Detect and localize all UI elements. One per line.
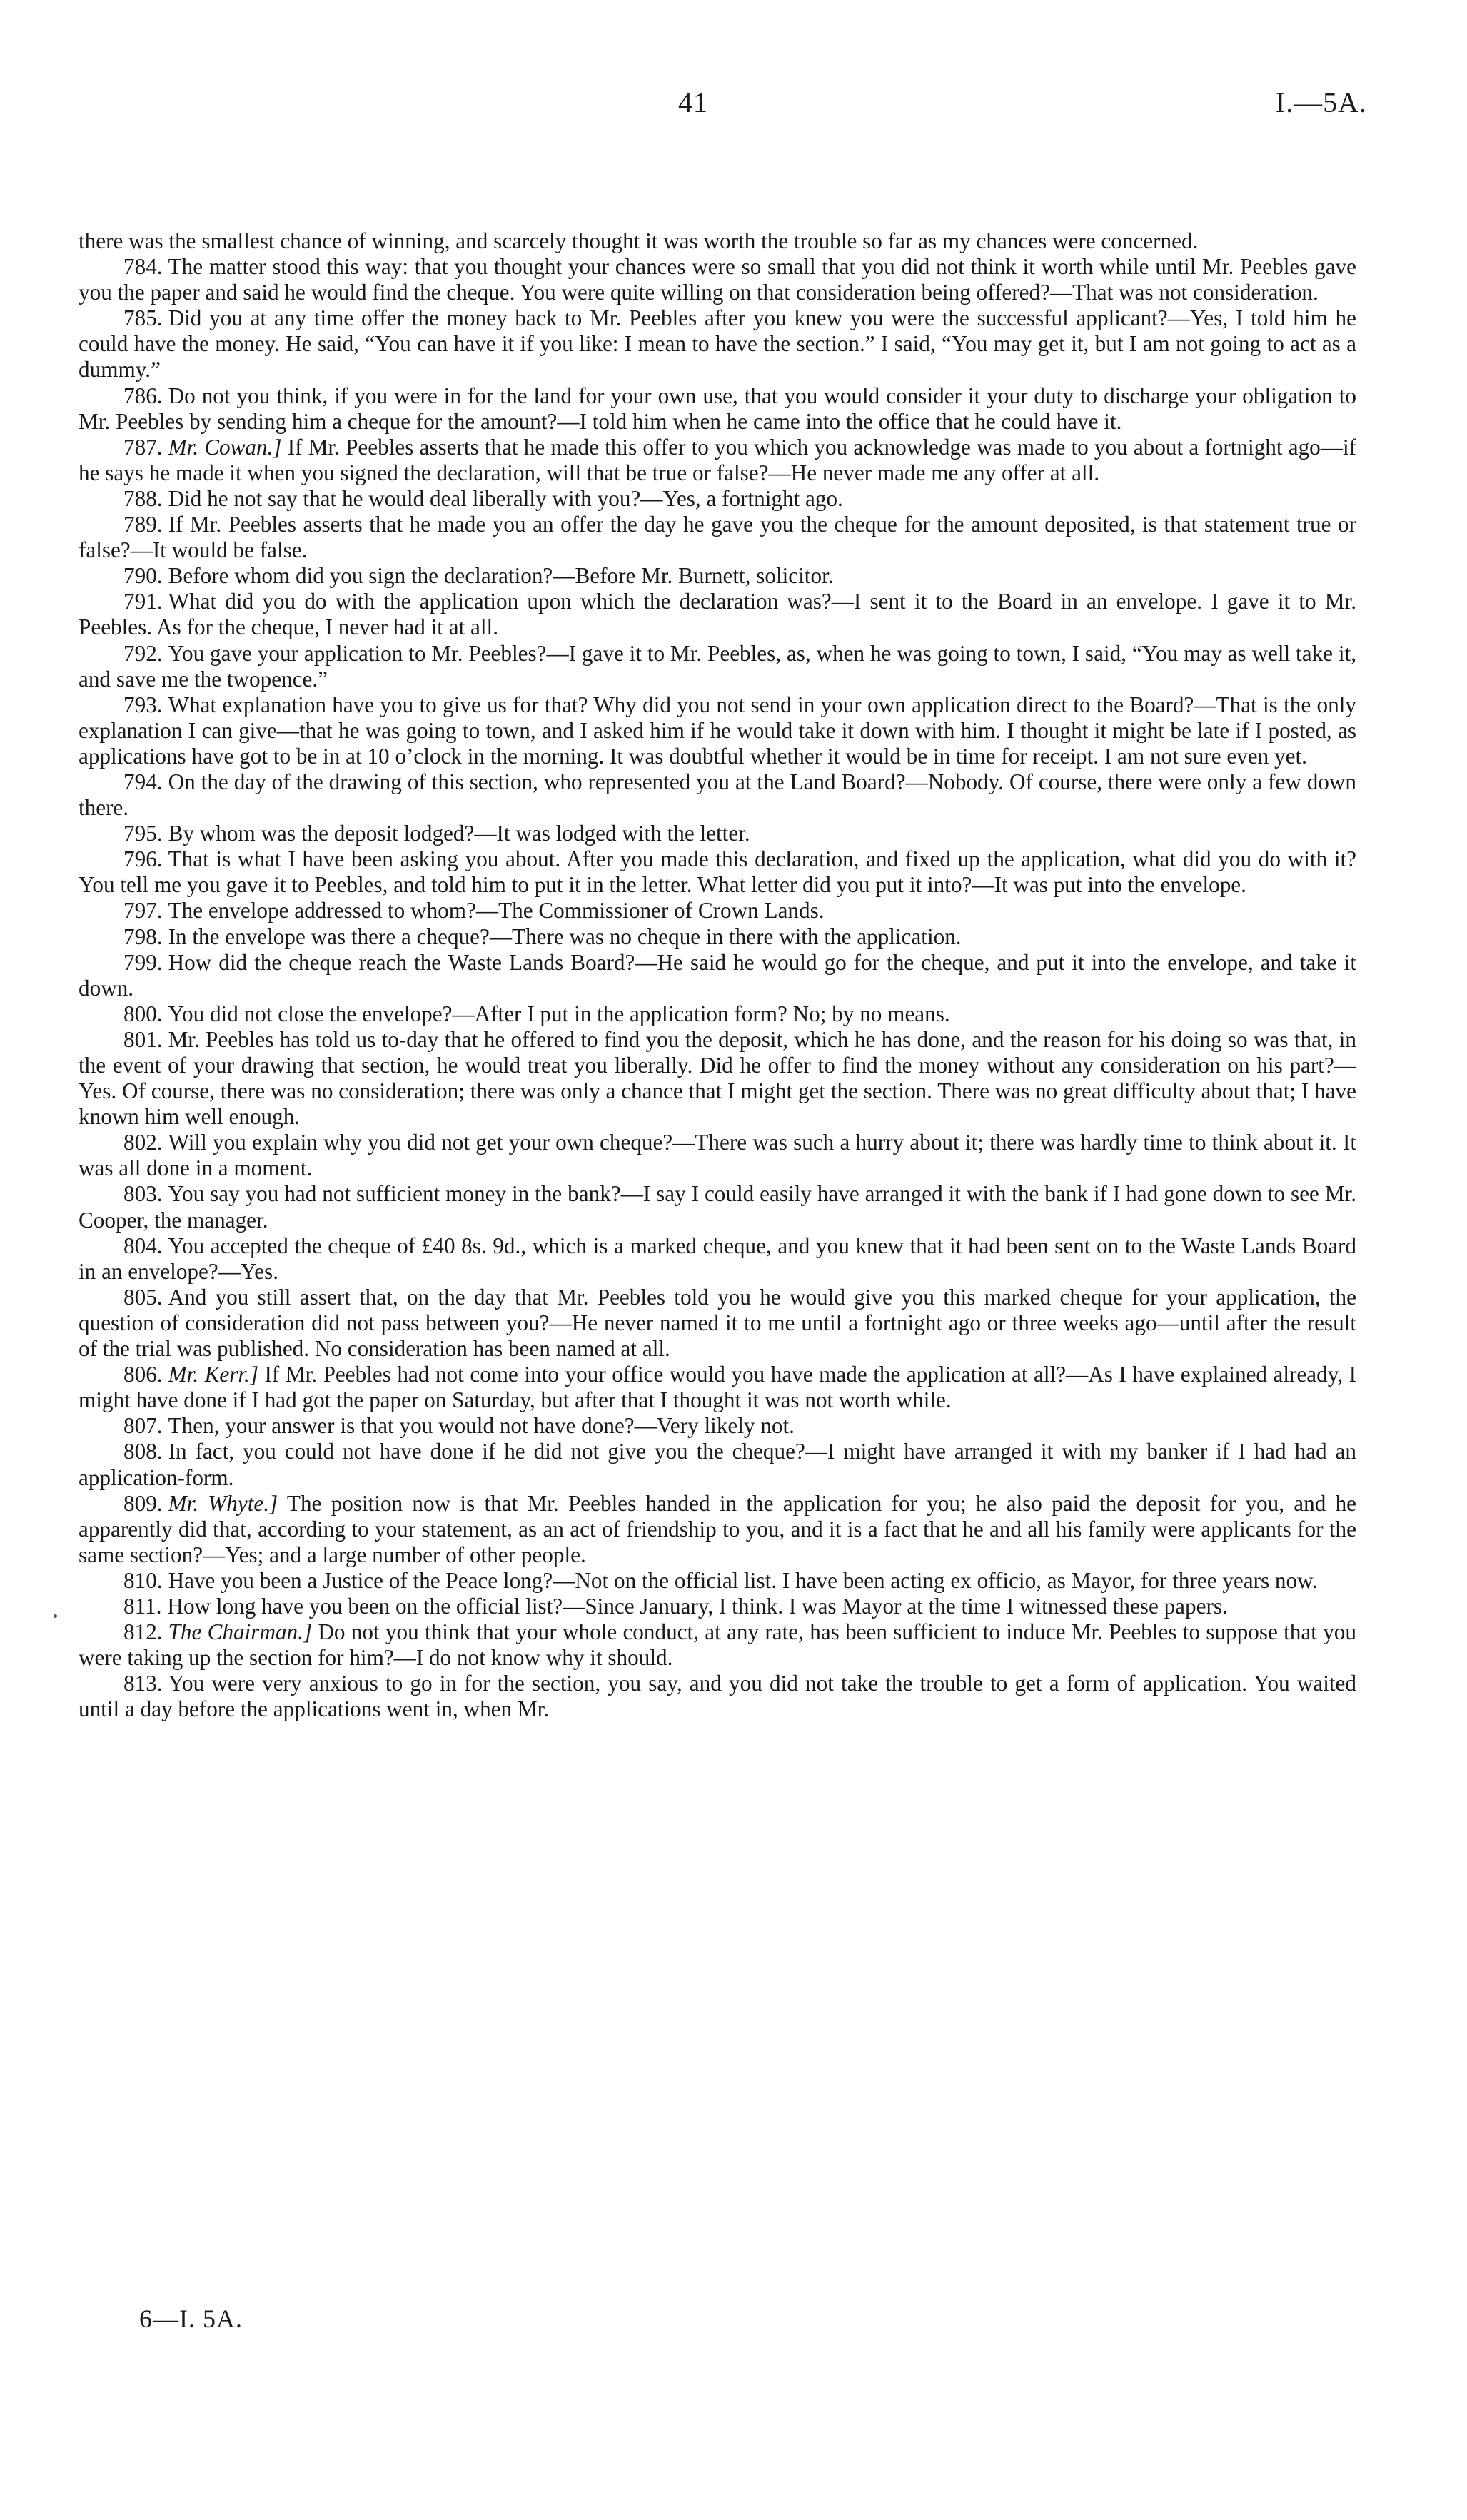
question-number: 793. — [123, 692, 163, 717]
question-paragraph — [79, 512, 1356, 563]
paragraph-text: What explanation have you to give us for that? Why did you not send in your own application direct to the Board?—That is the only explanation I can give—that he was going to town, and I asked him if he would take it down with him. I thought it might be late if I posted, as applications have got to be in at 10 o’clock in the morning. It was doubtful whether it would be in time for receipt. I am not sure even yet. — [79, 692, 1356, 769]
paragraph-text: How did the cheque reach the Waste Lands Board?—He said he would go for the cheque, and put it into the envelope, and take it down. — [79, 949, 1356, 1001]
paragraph-text: And you still assert that, on the day that Mr. Peebles told you he would give you this marked cheque for your application, the question of consideration did not pass between you?—He never named it to me until a fortnight ago or three weeks ago—until after the result of the trial was published. No consideration has been named at all. — [79, 1284, 1356, 1362]
document-page — [79, 86, 1367, 1722]
paragraph-text: What did you do with the application upon which the declaration was?—I sent it to the Board in an envelope. I gave it to Mr. Peebles. As for the cheque, I never had it at all. — [79, 589, 1356, 640]
question-paragraph — [79, 898, 1356, 924]
question-number: 811. — [123, 1593, 162, 1619]
paragraph-text: If Mr. Peebles asserts that he made you an offer the day he gave you the cheque for the amount deposited, is that statement true or false?—It would be false. — [79, 512, 1356, 563]
paragraph-text: How long have you been on the official list?—Since January, I think. I was Mayor at the time I witnessed these papers. — [167, 1593, 1228, 1619]
paragraph-text: Before whom did you sign the declaration?—Before Mr. Burnett, solicitor. — [168, 563, 834, 589]
question-paragraph — [79, 641, 1356, 692]
paragraph-text: Will you explain why you did not get your own cheque?—There was such a hurry about it; there was hardly time to think about it. It was all done in a moment. — [79, 1130, 1356, 1181]
paragraph-text: The envelope addressed to whom?—The Commissioner of Crown Lands. — [168, 898, 825, 924]
question-number: 791. — [123, 589, 163, 614]
paragraph-text: The matter stood this way: that you thought your chances were so small that you did not think it worth while until Mr. Peebles gave you the paper and said he would find the cheque. You were quite willing on that consideration being offered?—That was not consideration. — [79, 254, 1356, 305]
paragraph-text: You say you had not sufficient money in the bank?—I say I could easily have arranged it with the bank if I had gone down to see Mr. Cooper, the manager. — [79, 1181, 1356, 1233]
speaker-label: Mr. Whyte.] — [168, 1490, 278, 1516]
paragraph-text: Do not you think, if you were in for the land for your own use, that you would consider it your duty to discharge your obligation to Mr. Peebles by sending him a cheque for the amount?—I told him when he came into the office that he could have it. — [79, 383, 1356, 434]
question-paragraph — [79, 924, 1356, 950]
question-paragraph — [79, 692, 1356, 769]
question-number: 805. — [123, 1284, 163, 1310]
question-paragraph — [79, 1568, 1356, 1594]
document-reference: I.—5A. — [1275, 86, 1367, 118]
question-paragraph — [79, 1619, 1356, 1671]
question-number: 786. — [123, 383, 163, 408]
question-number: 785. — [123, 305, 163, 331]
page-number: 41 — [678, 86, 708, 118]
paragraph-text: Did you at any time offer the money back to Mr. Peebles after you knew you were the successful applicant?—Yes, I told him he could have the money. He said, “You can have it if you like: I mean to have the section.” I said, “You may get it, but I am not going to act as a dummy.” — [79, 305, 1356, 383]
question-paragraph — [79, 1594, 1356, 1619]
paragraph-text: Have you been a Justice of the Peace long?—Not on the official list. I have been acting ex officio, as Mayor, for three years now. — [168, 1567, 1318, 1593]
question-paragraph — [79, 1130, 1356, 1181]
paragraph-text: In fact, you could not have done if he did not give you the cheque?—I might have arranged it with my banker if I had had an application-form. — [79, 1439, 1356, 1490]
paragraph-text: You accepted the cheque of £40 8s. 9d., which is a marked cheque, and you knew that it had been sent on to the Waste Lands Board in an envelope?—Yes. — [79, 1233, 1356, 1284]
continued-paragraph — [79, 228, 1356, 254]
question-paragraph — [79, 1027, 1356, 1130]
paragraph-text: You did not close the envelope?—After I put in the application form? No; by no means. — [168, 1001, 950, 1026]
speaker-label: Mr. Kerr.] — [168, 1362, 258, 1387]
question-number: 802. — [123, 1130, 163, 1155]
paragraph-text: Mr. Peebles has told us to-day that he offered to find you the deposit, which he has done, and the reason for his doing so was that, in the event of your drawing that section, he would treat you liberally. Did he offer to find the money without any consideration on his part?—Yes. Of course, there was no consideration; there was only a chance that I might get the section. There was no great difficulty about that; I have known him well enough. — [79, 1026, 1356, 1130]
question-paragraph — [79, 254, 1356, 305]
question-paragraph — [79, 589, 1356, 640]
question-paragraph — [79, 846, 1356, 898]
margin-mark — [54, 1614, 57, 1618]
paragraph-text: By whom was the deposit lodged?—It was lodged with the letter. — [168, 821, 750, 846]
question-paragraph — [79, 1233, 1356, 1285]
question-number: 787. — [123, 434, 163, 460]
paragraph-text: On the day of the drawing of this section, who represented you at the Land Board?—Nobody. Of course, there were only a few down there. — [79, 769, 1356, 821]
paragraph-text: The position now is that Mr. Peebles handed in the application for you; he also paid the deposit for you, and he apparently did that, according to your statement, as an act of friendship to you, and it is a fact that he and all his family were applicants for the same section?—Yes; and a large number of other people. — [79, 1490, 1357, 1567]
paragraph-text: Do not you think that your whole conduct, at any rate, has been sufficient to induce Mr. Peebles to suppose that you were taking up the section for him?—I do not know why it should. — [79, 1619, 1356, 1671]
question-paragraph — [79, 486, 1356, 512]
question-number: 810. — [123, 1567, 163, 1593]
question-paragraph — [79, 383, 1356, 435]
question-number: 799. — [123, 949, 163, 975]
question-number: 809. — [123, 1490, 163, 1516]
question-number: 788. — [123, 485, 163, 511]
question-paragraph — [79, 305, 1356, 383]
question-paragraph — [79, 1181, 1356, 1233]
question-number: 798. — [123, 924, 163, 949]
paragraph-text: In the envelope was there a cheque?—There was no cheque in there with the application. — [168, 924, 962, 949]
question-paragraph — [79, 435, 1356, 486]
speaker-label: The Chairman.] — [168, 1619, 313, 1645]
question-paragraph — [79, 821, 1356, 846]
question-paragraph — [79, 1362, 1356, 1413]
paragraph-text: If Mr. Peebles asserts that he made this offer to you which you acknowledge was made to you about a fortnight ago—if he says he made it when you signed the declaration, will that be true or false?—He never made me any offer at all. — [79, 434, 1356, 485]
question-number: 804. — [123, 1233, 163, 1258]
question-number: 795. — [123, 821, 163, 846]
paragraph-text: You were very anxious to go in for the section, you say, and you did not take the trouble to get a form of application. You waited until a day before the applications went in, when Mr. — [79, 1671, 1356, 1722]
question-paragraph — [79, 769, 1356, 821]
question-number: 806. — [123, 1362, 163, 1387]
question-number: 797. — [123, 898, 163, 924]
question-number: 807. — [123, 1413, 163, 1439]
question-number: 803. — [123, 1181, 163, 1207]
paragraph-text: Then, your answer is that you would not have done?—Very likely not. — [168, 1413, 795, 1439]
paragraph-text: Did he not say that he would deal liberally with you?—Yes, a fortnight ago. — [168, 485, 843, 511]
signature-line: 6—I. 5A. — [139, 2304, 243, 2333]
paragraph-text: there was the smallest chance of winning, and scarcely thought it was worth the trouble so far as my chances were concerned. — [79, 228, 1199, 253]
speaker-label: Mr. Cowan.] — [168, 434, 282, 460]
question-paragraph — [79, 1285, 1356, 1362]
question-number: 784. — [123, 254, 163, 280]
question-number: 792. — [123, 640, 163, 666]
question-paragraph — [79, 1671, 1356, 1722]
question-number: 800. — [123, 1001, 163, 1026]
question-number: 812. — [123, 1619, 163, 1645]
question-paragraph — [79, 1439, 1356, 1490]
question-number: 789. — [123, 512, 163, 537]
paragraph-text: That is what I have been asking you about. After you made this declaration, and fixed up the application, what did you do with it? You tell me you gave it to Peebles, and told him to put it in the letter. What letter did you put it into?—It was put into the envelope. — [79, 846, 1356, 898]
page-header — [79, 86, 1367, 143]
question-number: 796. — [123, 846, 163, 872]
question-paragraph — [79, 563, 1356, 589]
question-number: 808. — [123, 1439, 163, 1464]
question-paragraph — [79, 1001, 1356, 1027]
question-number: 794. — [123, 769, 163, 794]
paragraph-text: If Mr. Peebles had not come into your office would you have made the application at all?—As I have explained already, I might have done if I had got the paper on Saturday, but after that I thought it was not worth while. — [79, 1362, 1357, 1413]
question-paragraph — [79, 950, 1356, 1001]
question-number: 813. — [123, 1671, 163, 1696]
evidence-text — [79, 228, 1356, 1722]
question-number: 790. — [123, 563, 163, 589]
question-number: 801. — [123, 1026, 163, 1052]
question-paragraph — [79, 1491, 1356, 1568]
question-paragraph — [79, 1413, 1356, 1439]
paragraph-text: You gave your application to Mr. Peebles?—I gave it to Mr. Peebles, as, when he was going to town, I said, “You may as well take it, and save me the twopence.” — [79, 640, 1356, 692]
